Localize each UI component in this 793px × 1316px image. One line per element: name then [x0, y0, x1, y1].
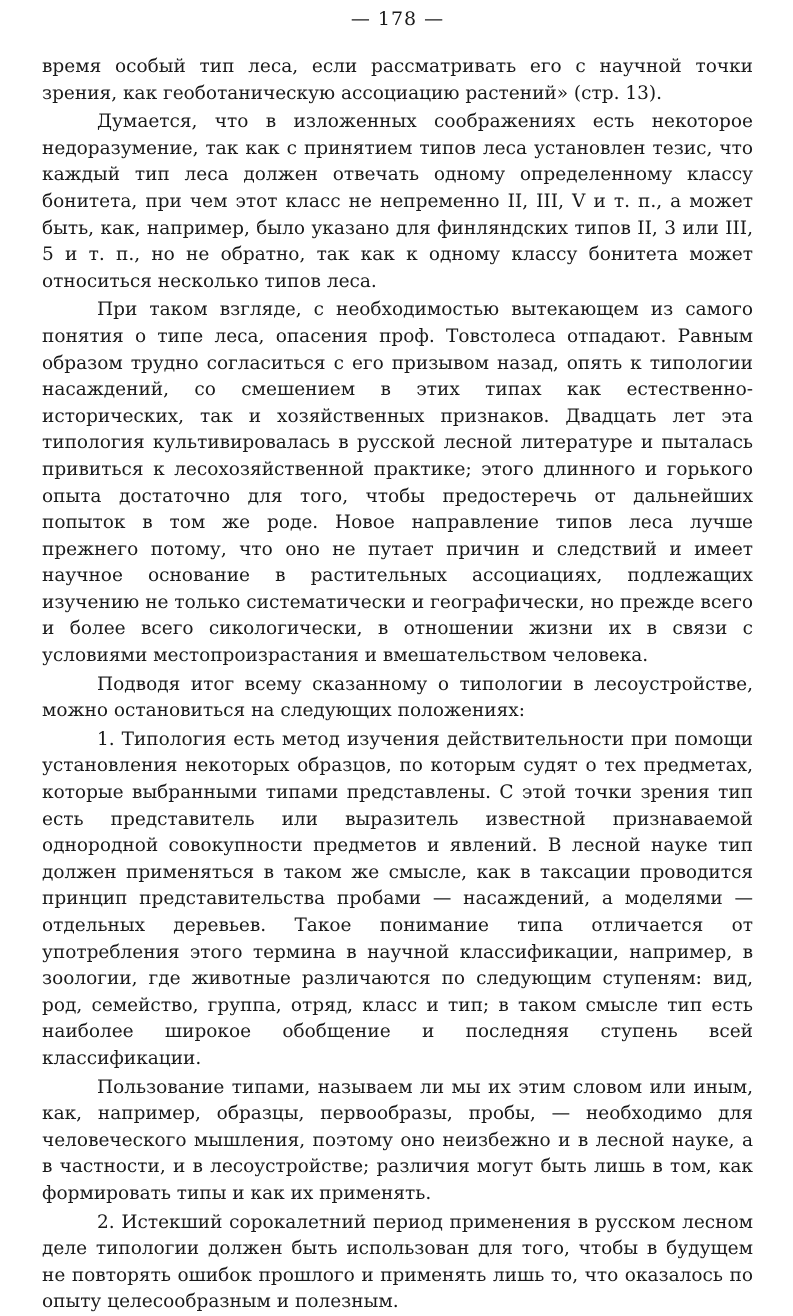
paragraph-continuation: время особый тип леса, если рассматривать его с научной точки зрения, как геоботаническую ассоциацию растений» (стр. 13). [42, 56, 753, 104]
paragraph-view: При таком взгляде, с необходимостью вытекающем из самого понятия о типе леса, опасения проф. Товстолеса отпадают. Равным образом трудно согласиться с его призывом назад, опять к типологии насаждений, со смешением в этих типах как естественно-исторических, так и хозяйственных признаков. Двадцать лет эта типология культивировалась в русской лесной литературе и пыталась привиться к лесохозяйственной практике; этого длинного и горького опыта достаточно для того, чтобы предостеречь от дальнейших попыток в том же роде. Новое направление типов леса лучше прежнего потому, что оно не путает причин и следствий и имеет научное основание в растительных ассоциациях, подлежащих изучению не только систематически и географически, но прежде всего и более всего сикологически, в отношении жизни их в связи с условиями местопроизрастания и вмешательством человека. [42, 299, 753, 667]
paragraph-point-1: 1. Типология есть метод изучения действительности при помощи установления некоторых образцов, по которым судят о тех предметах, которые выбранными типами представлены. С этой точки зрения тип есть представитель или выразитель известной признаваемой однородной совокупности предметов и явлений. В лесной науке тип должен применяться в таком же смысле, как в таксации проводится принцип представительства пробами — насаждений, а моделями — отдельных деревьев. Такое понимание типа отличается от употребления этого термина в научной классификации, например, в зоологии, где животные различаются по следующим ступеням: вид, род, семейство, группа, отряд, класс и тип; в таком смысле тип есть наиболее широкое обобщение и последняя ступень всей классификации. [42, 728, 753, 1069]
page-number: — 178 — [350, 8, 445, 30]
paragraph-summary-intro: Подводя итог всему сказанному о типологии в лесоустройстве, можно остановиться на следующих положениях: [42, 673, 753, 722]
paragraph-misunderstanding: Думается, что в изложенных соображениях есть некоторое недоразумение, так как с принятием типов леса установлен тезис, что каждый тип леса должен отвечать одному определенному классу бонитета, при чем этот класс не непременно II, III, V и т. п., а может быть, как, например, было указано для финляндских типов II, 3 или III, 5 и т. п., но не обратно, так как к одному классу бонитета может относиться несколько типов леса. [42, 111, 753, 292]
paragraph-point-2: 2. Истекший сорокалетний период применения в русском лесном деле типологии должен быть использован для того, чтобы в будущем не повторять ошибок прошлого и применять лишь то, что оказалось по опыту целесообразным и полезным. [42, 1211, 753, 1313]
paragraph-types-usage: Пользование типами, называем ли мы их этим словом или иным, как, например, образцы, первообразы, пробы, — необходимо для человеческого мышления, поэтому оно неизбежно и в лесной науке, а в частности, и в лесоустройстве; различия могут быть лишь в том, как формировать типы и как их применять. [42, 1076, 753, 1204]
